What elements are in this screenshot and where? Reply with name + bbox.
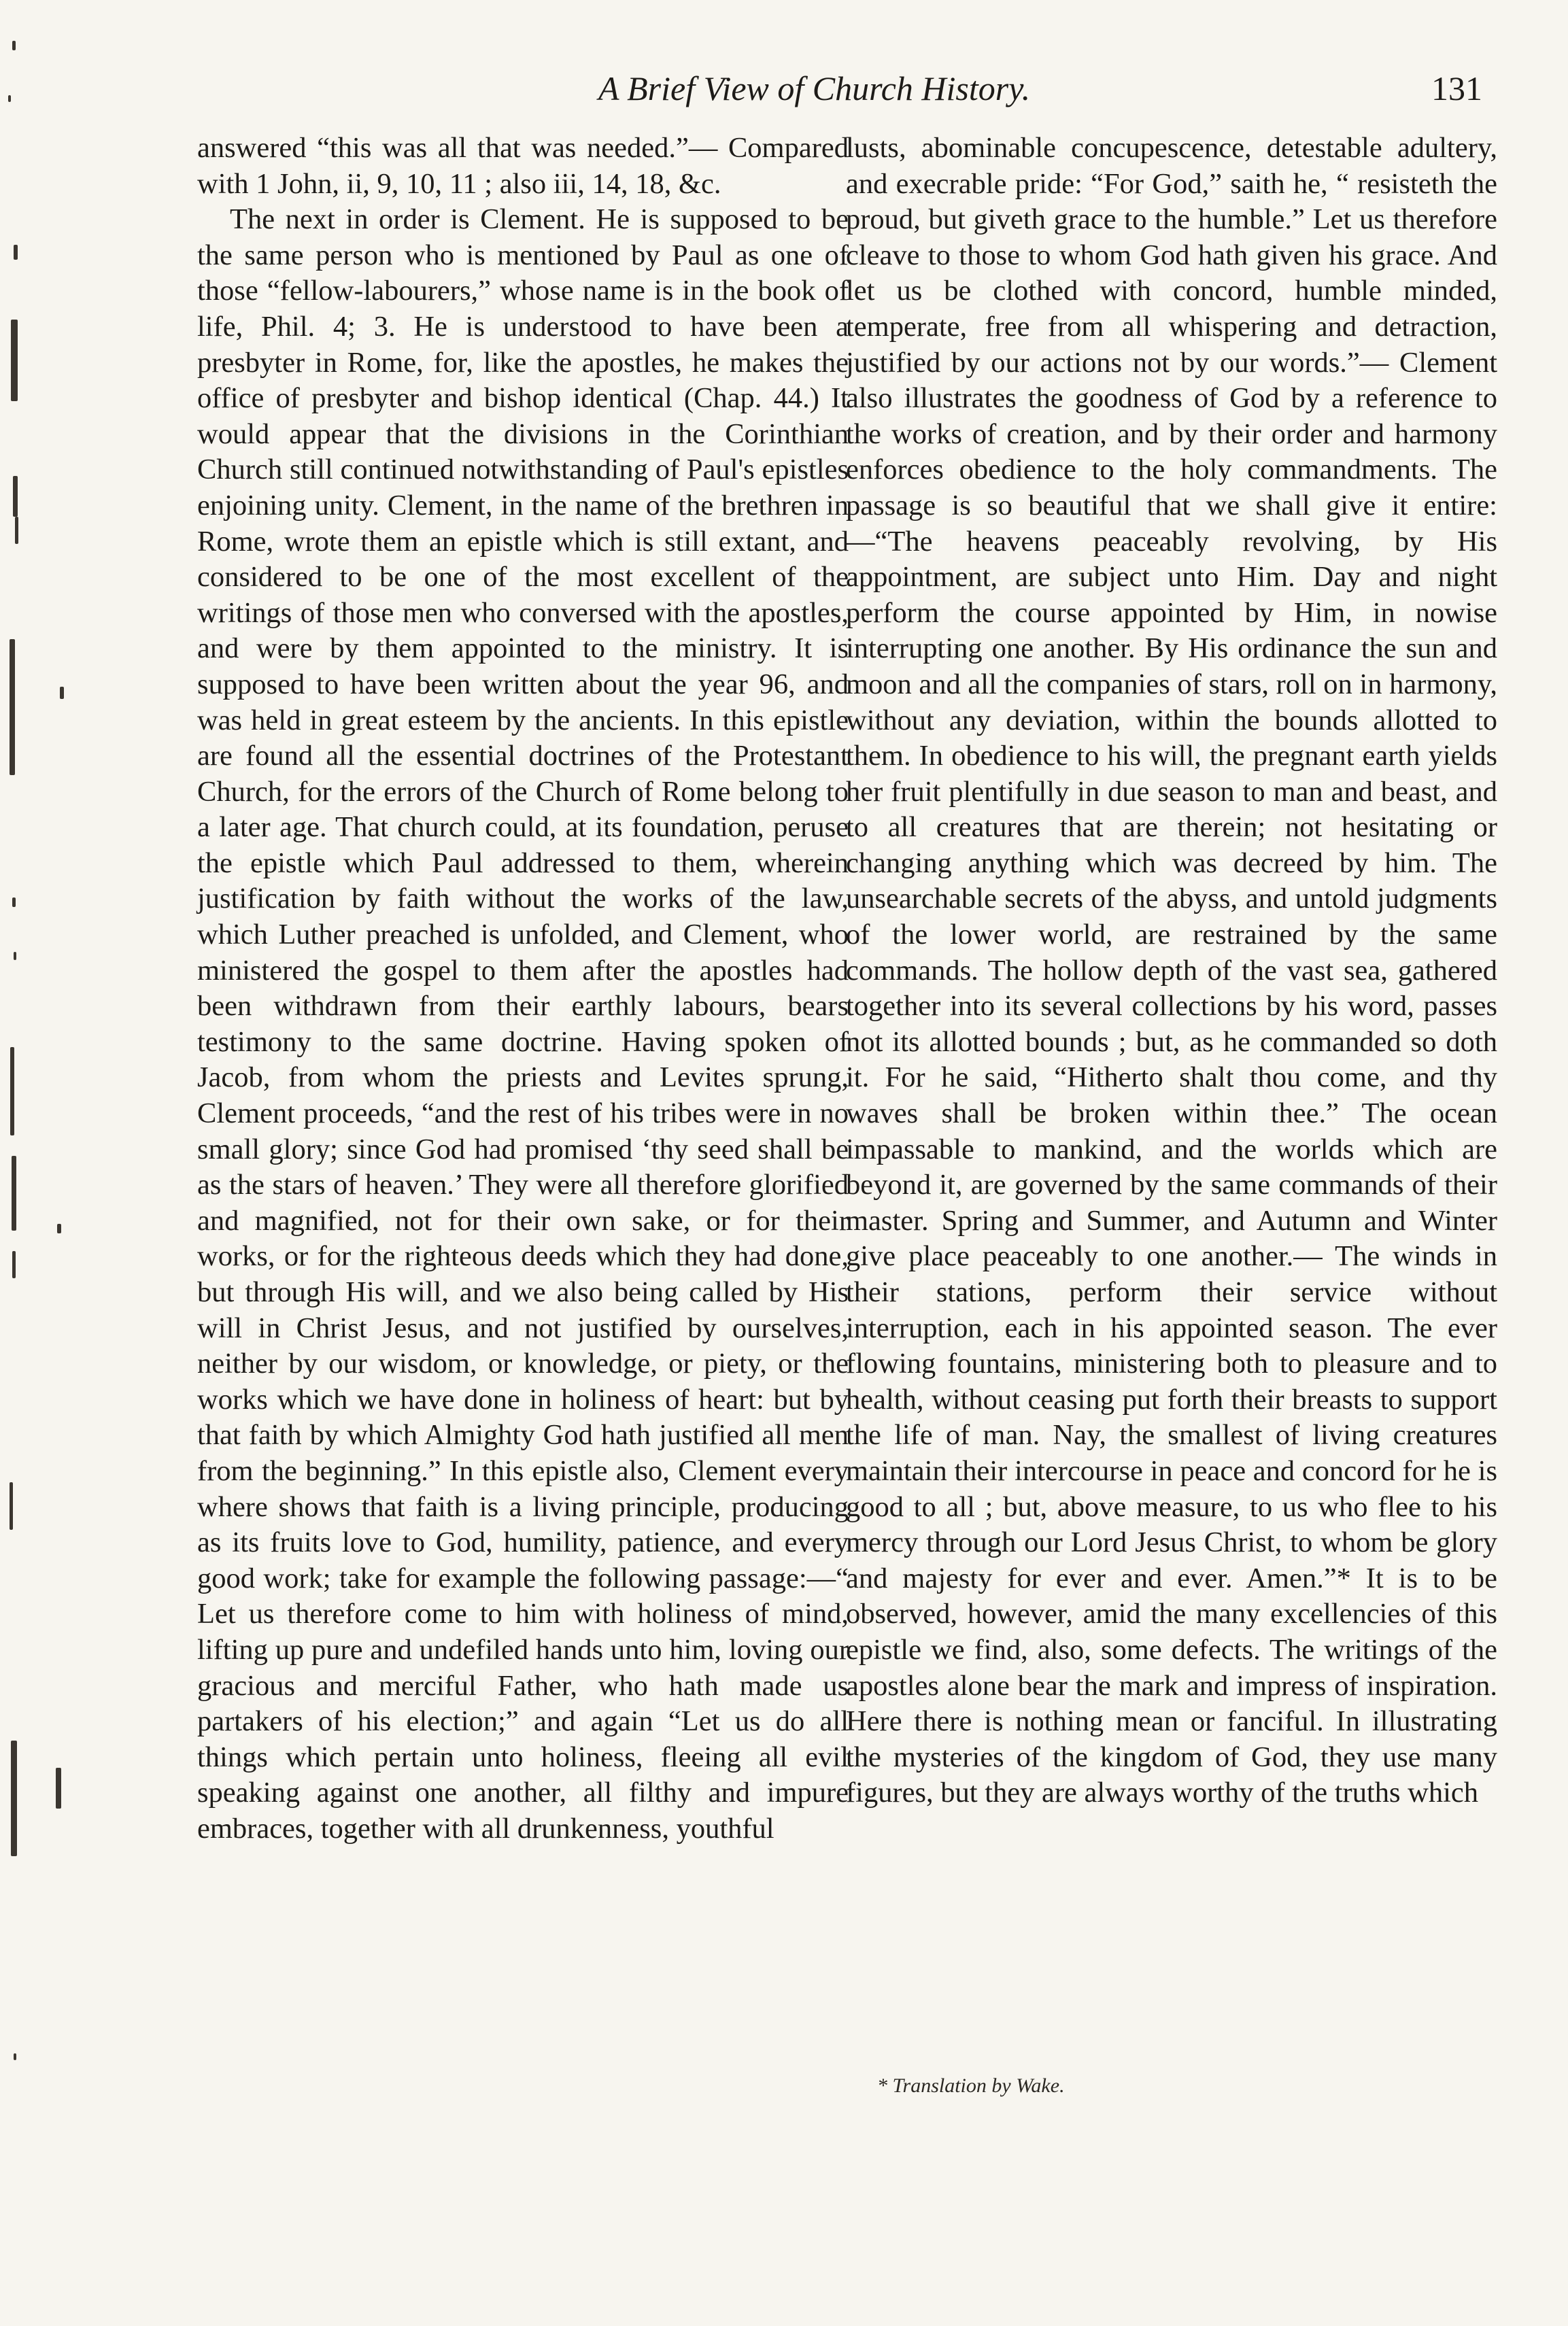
right-text-column (846, 131, 1497, 1811)
paragraph: answered “this was all that was needed.”— Compared with 1 John, ii, 9, 10, 11 ; also iii, 14, 18, &c. (197, 132, 849, 200)
paragraph: lusts, abominable concupescence, detestable adultery, and execrable pride: “For God,” saith he, “ resisteth the proud, but giveth grace to the humble.” Let us therefore cleave to those to whom God hath given his grace. And let us be clothed with concord, humble minded, temperate, free from all whispering and detraction, justified by our actions not by our words.”— Clement also illustrates the goodness of God by a reference to the works of creation, and by their order and harmony enforces obedience to the holy commandments. The passage is so beautiful that we shall give it entire:—“The heavens peaceably revolving, by His appointment, are subject unto Him. Day and night perform the course appointed by Him, in nowise interrupting one another. By His ordinance the sun and moon and all the companies of stars, roll on in harmony, without any deviation, within the bounds allotted to them. In obedience to his will, the pregnant earth yields her fruit plentifully in due season to man and beast, and to all creatures that are therein; not hesitating or changing anything which was decreed by him. The unsearchable secrets of the abyss, and untold judgments of the lower world, are restrained by the same commands. The hollow depth of the vast sea, gathered together into its several collections by his word, passes not its allotted bounds ; but, as he commanded so doth it. For he said, “Hitherto shalt thou come, and thy waves shall be broken within thee.” The ocean impassable to mankind, and the worlds which are beyond it, are governed by the same commands of their master. Spring and Summer, and Autumn and Winter give place peaceably to one another.— The winds in their stations, perform their service without interruption, each in his appointed season. The ever flowing fountains, ministering both to pleasure and to health, without ceasing put forth their breasts to support the life of man. Nay, the smallest of living creatures maintain their intercourse in peace and concord for he is good to all ; but, above measure, to us who flee to his mercy through our Lord Jesus Christ, to whom be glory and majesty for ever and ever. Amen.”* It is to be observed, however, amid the many excellencies of this epistle we find, also, some defects. The writings of the apostles alone bear the mark and impress of inspiration. Here there is nothing mean or fanciful. In illustrating the mysteries of the kingdom of God, they use many figures, but they are always worthy of the truths which (846, 132, 1498, 1809)
paragraph: The next in order is Clement. He is supposed to be the same person who is mentioned by Paul as one of those “fellow-labourers,” whose name is in the book of life, Phil. 4; 3. He is understood to have been a presbyter in Rome, for, like the apostles, he makes the office of presbyter and bishop identical (Chap. 44.) It would appear that the divisions in the Corinthian Church still continued notwithstanding of Paul's epistles enjoining unity. Clement, in the name of the brethren in Rome, wrote them an epistle which is still extant, and considered to be one of the most excellent of the writings of those men who conversed with the apostles, and were by them appointed to the ministry. It is supposed to have been written about the year 96, and was held in great esteem by the ancients. In this epistle are found all the essential doctrines of the Protestant Church, for the errors of the Church of Rome belong to a later age. That church could, at its foundation, peruse the epistle which Paul addressed to them, wherein justification by faith without the works of the law, which Luther preached is unfolded, and Clement, who ministered the gospel to them after the apostles had been withdrawn from their earthly labours, bears testimony to the same doctrine. Having spoken of Jacob, from whom the priests and Levites sprung, Clement proceeds, “and the rest of his tribes were in no small glory; since God had promised ‘thy seed shall be as the stars of heaven.’ They were all therefore glorified and magnified, not for their own sake, or for their works, or for the righteous deeds which they had done, but through His will, and we also being called by His will in Christ Jesus, and not justified by ourselves, neither by our wisdom, or knowledge, or piety, or the works which we have done in holiness of heart: but by that faith by which Almighty God hath justified all men from the beginning.” In this epistle also, Clement every where shows that faith is a living principle, producing as its fruits love to God, humility, patience, and every good work; take for example the following passage:—“ Let us therefore come to him with holiness of mind, lifting up pure and undefiled hands unto him, loving our gracious and merciful Father, who hath made us partakers of his election;” and again “Let us do all things which pertain unto holiness, fleeing all evil speaking against one another, all filthy and impure embraces, together with all drunkenness, youthful (197, 203, 849, 1845)
binding-edge-marks (0, 0, 82, 2326)
running-title: A Brief View of Church History. (598, 69, 1031, 107)
running-head (598, 65, 1482, 112)
footnote: * Translation by Wake. (877, 2074, 1065, 2097)
page-number: 131 (1431, 69, 1482, 107)
left-text-column (197, 131, 849, 1847)
